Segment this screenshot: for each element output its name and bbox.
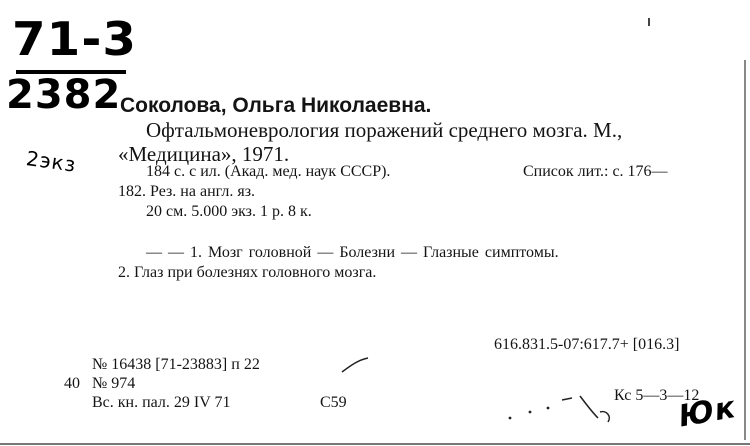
subjects-line-2: 2. Глаз при болезнях головного мозга. — [118, 264, 377, 281]
card-bottom-edge — [0, 443, 750, 445]
record-number: № 16438 [71-23883] п 22 — [92, 356, 260, 373]
description-line-2: 182. Рез. на англ. яз. — [118, 183, 256, 200]
classification-code: 616.831.5-07:617.7+ [016.3] — [494, 336, 680, 353]
chamber-code: С59 — [320, 394, 347, 411]
book-chamber-line: Вс. кн. пал. 29 IV 71 — [92, 394, 231, 411]
card-right-edge — [744, 60, 746, 440]
title-line-1: Офтальмоневрология поражений среднего мозга. М., — [146, 118, 623, 142]
description-line-3: 20 см. 5.000 экз. 1 р. 8 к. — [146, 203, 312, 220]
author-heading: Соколова, Ольга Николаевна. — [120, 94, 432, 117]
handwritten-call-bottom: 2382 — [6, 72, 122, 118]
description-line-1: 184 с. с ил. (Акад. мед. наук СССР). — [146, 163, 391, 180]
order-number: № 974 — [92, 375, 136, 392]
pencil-stroke — [340, 356, 370, 376]
order-prefix: 40 — [64, 375, 80, 392]
handwritten-margin-note: 2экз — [24, 146, 78, 177]
kc-code: Кс 5—3—12 — [614, 387, 700, 404]
subjects-line-1: — — 1. Мозг головной — Болезни — Глазные симптомы. — [146, 244, 559, 261]
description-line-1-right: Список лит.: с. 176— — [523, 163, 668, 180]
handwritten-call-top: 71-3 — [12, 12, 138, 66]
pencil-scribble — [500, 388, 620, 428]
handwritten-bottom-right: Юк — [676, 390, 739, 435]
title-line-2: «Медицина», 1971. — [118, 142, 290, 166]
speck — [648, 18, 650, 26]
